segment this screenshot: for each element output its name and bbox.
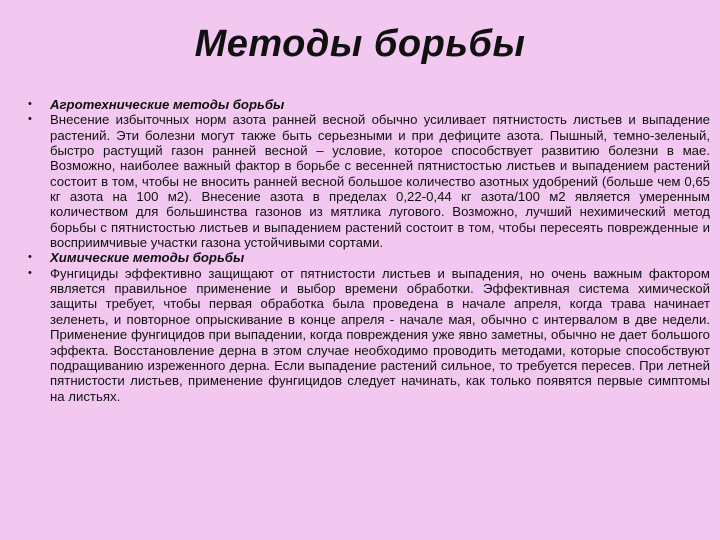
- slide-title: Методы борьбы: [194, 23, 526, 65]
- paragraph-chemical: Фунгициды эффективно защищают от пятнистости листьев и выпадения, но очень важным фактором является правильное применение и выбор времени обработки. Эффективная система химической защиты требует, чтобы первая обработка была проведена в начале апреля, когда трава начинает зеленеть, и повторное опрыскивание в конце апреля - начале мая, обычно с интервалом в две недели. Применение фунгицидов при выпадении, когда повреждения уже явно заметны, обычно не дает большого эффекта. Восстановление дерна в этом случае необходимо проводить методами, которые способствуют подращиванию изреженного дерна. Если выпадение растений сильное, то требуется пересев. При летней пятнистости листьев, применение фунгицидов следует начинать, как только появятся первые симптомы на листьях.: [50, 265, 710, 404]
- bullet-icon: •: [28, 113, 32, 126]
- list-item-chemical-heading: [26, 250, 710, 265]
- paragraph-agrotech: Внесение избыточных норм азота ранней весной обычно усиливает пятнистость листьев и выпадение растений. Эти болезни могут также быть серьезными и при дефиците азота. Пышный, темно-зеленый, быстро растущий газон ранней весной – условие, которое способствует развитию болезни в мае. Возможно, наиболее важный фактор в борьбе с весенней пятнистостью листьев и выпадением растений состоит в том, чтобы не вносить ранней весной большое количество азотных удобрений (больше чем 0,65 кг азота на 100 м2). Внесение азота в пределах 0,22-0,44 кг азота/100 м2 является умеренным количеством для большинства газонов из мятлика лугового. Возможно, лучший нехимический метод борьбы с пятнистостью листьев и выпадением растений состоит в том, чтобы пересеять поврежденные и восприимчивые участки газона устойчивыми сортами.: [50, 112, 710, 251]
- bullet-icon: •: [28, 251, 32, 264]
- list-item-agrotech-text: [26, 112, 710, 250]
- list-item-chemical-text: [26, 266, 710, 404]
- section-heading-agrotech: Агротехнические методы борьбы: [50, 97, 285, 112]
- bullet-icon: •: [28, 98, 32, 110]
- bullet-icon: •: [28, 266, 32, 279]
- section-heading-chemical: Химические методы борьбы: [50, 250, 245, 266]
- list-item-agrotech-heading: [26, 97, 710, 112]
- bullet-list: [26, 97, 710, 404]
